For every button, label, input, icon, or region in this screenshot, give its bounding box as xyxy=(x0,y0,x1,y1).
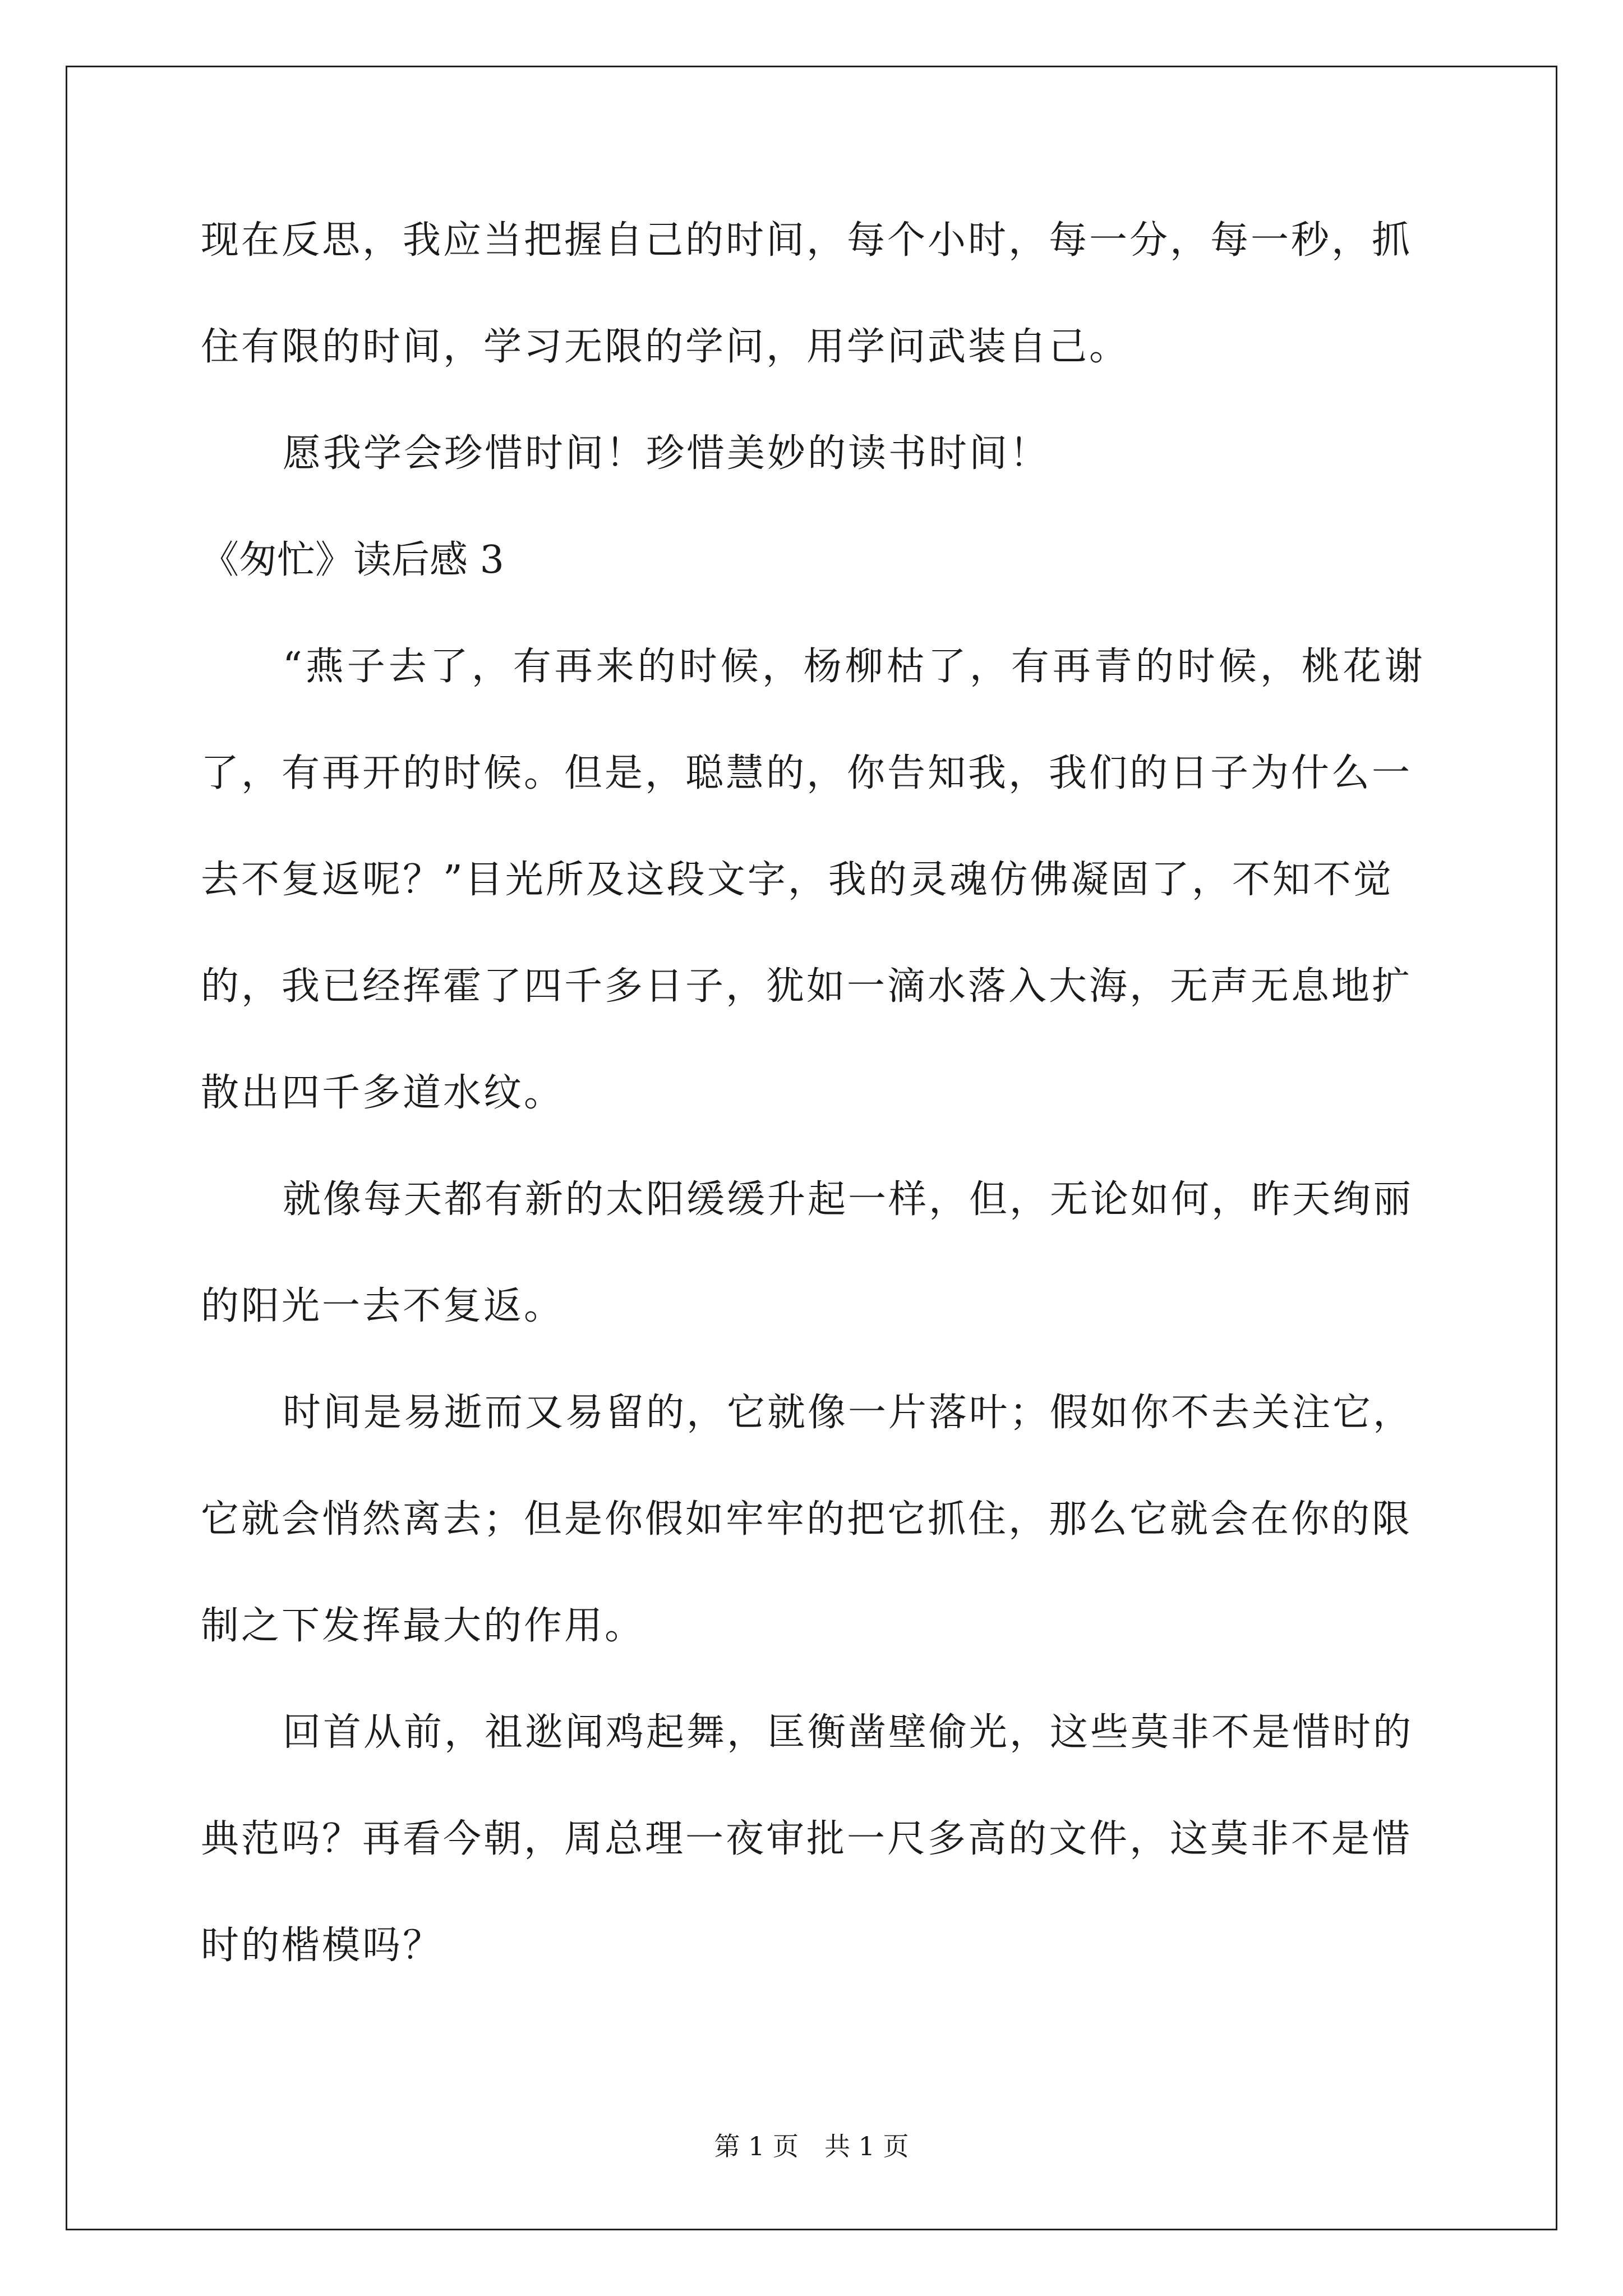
line-text: 愿我学会珍惜时间！珍惜美妙的读书时间！ xyxy=(283,431,1050,476)
line-text: 现在反思，我应当把握自己的时间，每个小时，每一分，每一秒，抓 xyxy=(201,218,1413,263)
text-line xyxy=(201,218,1433,263)
line-text: 它就会悄然离去；但是你假如牢牢的把它抓住，那么它就会在你的限 xyxy=(201,1497,1413,1542)
text-line xyxy=(201,858,1394,902)
line-text: 去不复返呢？”目光所及这段文字，我的灵魂仿佛凝固了，不知不觉 xyxy=(201,858,1394,902)
line-text: 的阳光一去不复返。 xyxy=(201,1284,565,1328)
text-line xyxy=(201,1710,1414,1755)
section-heading xyxy=(201,538,504,582)
text-line xyxy=(201,325,1130,369)
text-line xyxy=(201,645,1426,689)
heading-text: 《匆忙》读后感 3 xyxy=(201,538,504,582)
line-text: 散出四千多道水纹。 xyxy=(201,1071,565,1115)
text-line xyxy=(201,1391,1414,1435)
line-text: 典范吗？再看今朝，周总理一夜审批一尺多高的文件，这莫非不是惜 xyxy=(201,1817,1413,1861)
page-number: 第 1 页 共 1 页 xyxy=(714,2131,909,2161)
line-text: 了，有再开的时候。但是，聪慧的，你告知我，我们的日子为什么一 xyxy=(201,751,1413,795)
text-line xyxy=(201,1284,565,1328)
text-line xyxy=(201,964,1413,1009)
page-border xyxy=(66,66,1557,2230)
text-line xyxy=(201,1071,565,1115)
line-text: 的，我已经挥霍了四千多日子，犹如一滴水落入大海，无声无息地扩 xyxy=(201,964,1413,1009)
text-line xyxy=(201,1604,645,1648)
line-text: 住有限的时间，学习无限的学问，用学问武装自己。 xyxy=(201,325,1130,369)
text-line xyxy=(201,1817,1413,1861)
text-line xyxy=(201,431,1050,476)
text-line xyxy=(201,1177,1414,1222)
line-text: “燕子去了，有再来的时候，杨柳枯了，有再青的时候，桃花谢 xyxy=(283,645,1426,689)
line-text: 回首从前，祖逖闻鸡起舞，匡衡凿壁偷光，这些莫非不是惜时的 xyxy=(283,1710,1414,1755)
line-text: 就像每天都有新的太阳缓缓升起一样，但，无论如何，昨天绚丽 xyxy=(283,1177,1414,1222)
text-line xyxy=(201,1924,444,1968)
text-line xyxy=(201,1497,1413,1542)
text-line xyxy=(201,751,1413,795)
line-text: 时的楷模吗？ xyxy=(201,1924,444,1968)
line-text: 时间是易逝而又易留的，它就像一片落叶；假如你不去关注它， xyxy=(283,1391,1414,1435)
line-text: 制之下发挥最大的作用。 xyxy=(201,1604,645,1648)
